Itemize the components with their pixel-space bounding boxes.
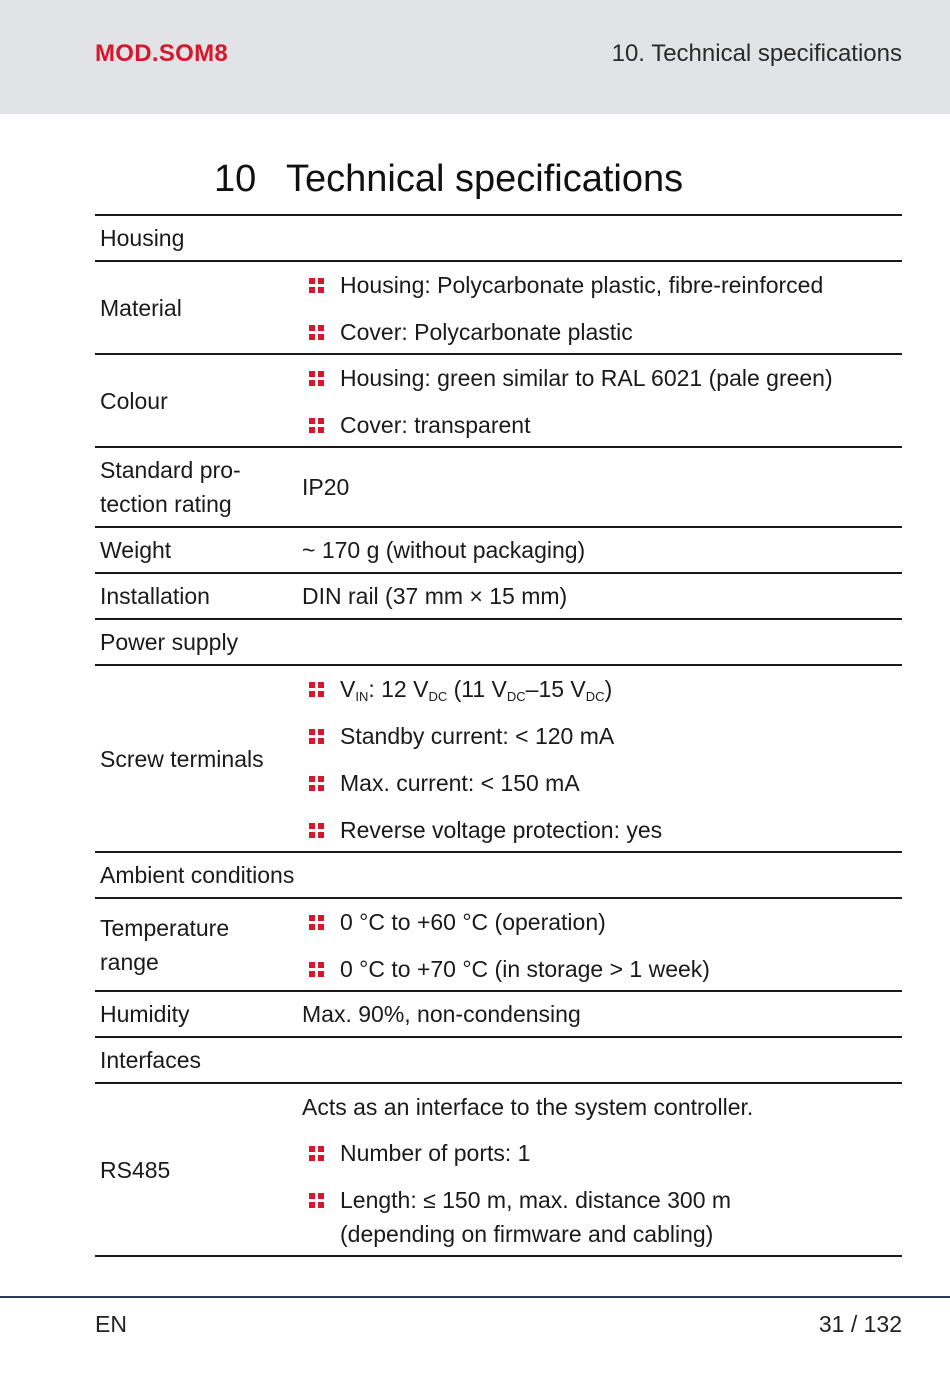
list-item: Cover: transparent xyxy=(302,408,896,442)
group-row-ambient xyxy=(95,852,902,898)
row-value: IP20 xyxy=(296,447,902,527)
brand-logo-text: MOD.SOM8 xyxy=(95,40,229,67)
row-label: Colour xyxy=(95,354,296,447)
footer-divider xyxy=(0,1296,950,1298)
bullet-icon xyxy=(309,1193,325,1209)
group-row-interfaces xyxy=(95,1037,902,1083)
list-item-vin: $V_{IN}$: 12 $V_{DC}$ (11 $V_{DC}-15$ $V_{DC}$) xyxy=(302,672,896,706)
row-value: Max. 90%, non-condensing xyxy=(296,991,902,1037)
spec-row-material xyxy=(95,261,902,354)
language-code: EN xyxy=(95,1311,127,1337)
list-item: Cover: Polycarbonate plastic xyxy=(302,315,896,349)
bullet-icon xyxy=(309,325,325,341)
list-item: Standby current: < 120 mA xyxy=(302,719,896,753)
list-item: Max. current: < 150 mA xyxy=(302,766,896,800)
spec-row-humidity xyxy=(95,991,902,1037)
bullet-icon xyxy=(309,682,325,698)
spec-row-installation xyxy=(95,573,902,619)
row-value xyxy=(296,665,902,852)
row-label: Temperature range xyxy=(95,898,296,991)
spec-table xyxy=(95,214,902,1257)
row-value: ~ 170 g (without packaging) xyxy=(296,527,902,573)
rs485-intro: Acts as an interface to the system controller. xyxy=(302,1094,754,1120)
list-item: Housing: Polycarbonate plastic, fibre-reinforced xyxy=(302,268,896,302)
row-value xyxy=(296,354,902,447)
list-item: 0 °C to +60 °C (operation) xyxy=(302,905,896,939)
row-value xyxy=(296,261,902,354)
row-value: DIN rail (37 mm × 15 mm) xyxy=(296,573,902,619)
row-label: Weight xyxy=(95,527,296,573)
spec-row-protection xyxy=(95,447,902,527)
bullet-icon xyxy=(309,371,325,387)
bullet-icon xyxy=(309,776,325,792)
list-item: Reverse voltage protection: yes xyxy=(302,813,896,847)
group-row-housing xyxy=(95,215,902,261)
group-label: Housing xyxy=(95,215,902,261)
row-label: Humidity xyxy=(95,991,296,1037)
list-item: Number of ports: 1 xyxy=(302,1136,896,1170)
bullet-icon xyxy=(309,823,325,839)
row-label: Installation xyxy=(95,573,296,619)
page-number: 31 / 132 xyxy=(818,1311,902,1337)
spec-row-rs485 xyxy=(95,1083,902,1256)
row-label: RS485 xyxy=(95,1083,296,1256)
list-item: Housing: green similar to RAL 6021 (pale green) xyxy=(302,361,896,395)
group-label: Ambient conditions xyxy=(95,852,902,898)
bullet-icon xyxy=(309,278,325,294)
list-item: Length: ≤ 150 m, max. distance 300 m (depending on firmware and cabling) xyxy=(302,1183,896,1251)
list-item: 0 °C to +70 °C (in storage > 1 week) xyxy=(302,952,896,986)
spec-row-temperature xyxy=(95,898,902,991)
page-title xyxy=(214,158,683,201)
spec-row-weight xyxy=(95,527,902,573)
bullet-icon xyxy=(309,915,325,931)
spec-row-colour xyxy=(95,354,902,447)
spec-row-screw-terminals xyxy=(95,665,902,852)
group-label: Power supply xyxy=(95,619,902,665)
row-label: Material xyxy=(95,261,296,354)
row-label: Screw terminals xyxy=(95,665,296,852)
group-label: Interfaces xyxy=(95,1037,902,1083)
bullet-icon xyxy=(309,962,325,978)
chapter-title: Technical specifications xyxy=(286,158,684,200)
bullet-icon xyxy=(309,418,325,434)
bullet-icon xyxy=(309,1146,325,1162)
row-value xyxy=(296,898,902,991)
bullet-icon xyxy=(309,729,325,745)
group-row-power xyxy=(95,619,902,665)
row-label: Standard pro- tection rating xyxy=(95,447,296,527)
page-header xyxy=(0,0,950,114)
running-section-title: 10. Technical specifications xyxy=(611,40,902,67)
row-value xyxy=(296,1083,902,1256)
chapter-number: 10 xyxy=(214,158,257,200)
